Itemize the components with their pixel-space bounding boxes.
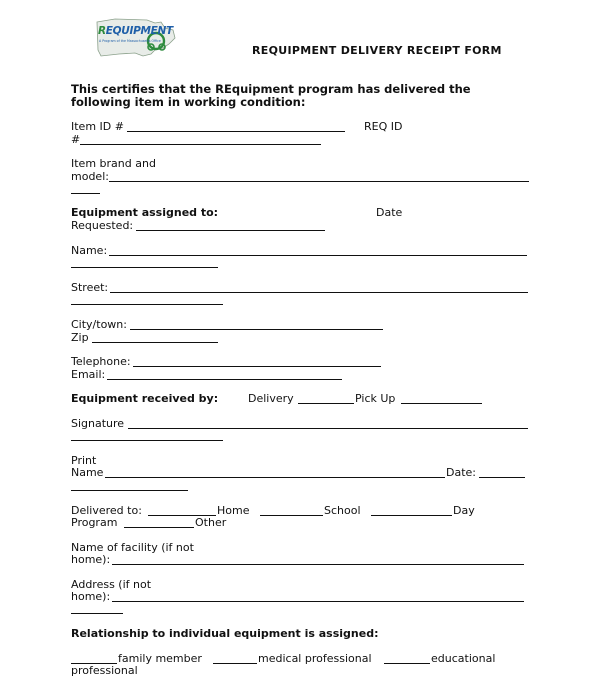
intro-line-2: following item in working condition:: [71, 95, 306, 109]
telephone-field[interactable]: [133, 366, 381, 367]
zip-field[interactable]: [92, 342, 218, 343]
school-check-field[interactable]: [260, 515, 323, 516]
print-name-label: Name: [71, 466, 104, 479]
facility-field[interactable]: [112, 564, 524, 565]
professional-label: professional: [71, 664, 138, 677]
other-label: Other: [195, 516, 227, 529]
logo-tagline: A Program of the Massachusetts Office: [99, 39, 161, 43]
form-title: REQUIPMENT DELIVERY RECEIPT FORM: [252, 44, 502, 57]
brand-model-field[interactable]: [109, 181, 529, 182]
program-label: Program: [71, 516, 118, 529]
signature-field[interactable]: [128, 428, 528, 429]
requipment-logo: [95, 16, 177, 64]
city-label: City/town:: [71, 318, 127, 331]
print-name-field[interactable]: [105, 477, 445, 478]
address-field[interactable]: [112, 601, 524, 602]
city-field[interactable]: [130, 329, 383, 330]
facility-label-1: Name of facility (if not: [71, 541, 194, 554]
zip-label: Zip: [71, 331, 89, 344]
req-id-label: REQ ID: [364, 120, 403, 133]
brand-label-1: Item brand and: [71, 157, 156, 170]
received-heading: Equipment received by:: [71, 392, 219, 405]
date-requested-field[interactable]: [136, 230, 325, 231]
email-field[interactable]: [107, 379, 342, 380]
facility-label-2: home):: [71, 553, 111, 566]
brand-label-2: model:: [71, 170, 109, 183]
family-member-label: family member: [118, 652, 202, 665]
name-label: Name:: [71, 244, 108, 257]
date-label: Date: [376, 206, 403, 219]
other-check-field[interactable]: [124, 527, 194, 528]
delivery-label: Delivery: [248, 392, 294, 405]
assigned-heading: Equipment assigned to:: [71, 206, 219, 219]
intro-line-1: This certifies that the REquipment program has delivered the: [71, 82, 471, 96]
delivery-field[interactable]: [298, 403, 354, 404]
req-id-field[interactable]: [80, 144, 321, 145]
day-program-check-field[interactable]: [371, 515, 452, 516]
day-label: Day: [453, 504, 475, 517]
educational-label: educational: [431, 652, 496, 665]
street-field[interactable]: [110, 292, 528, 293]
address-label-1: Address (if not: [71, 578, 152, 591]
print-label: Print: [71, 454, 97, 467]
req-id-hash: #: [71, 133, 81, 146]
medical-professional-check-field[interactable]: [213, 663, 257, 664]
item-id-label: Item ID #: [71, 120, 124, 133]
telephone-label: Telephone:: [71, 355, 131, 368]
item-id-field[interactable]: [127, 131, 345, 132]
address-label-2: home):: [71, 590, 111, 603]
street-field-cont[interactable]: [71, 304, 223, 305]
address-field-cont[interactable]: [71, 613, 123, 614]
pickup-field[interactable]: [401, 403, 482, 404]
requested-label: Requested:: [71, 219, 134, 232]
delivered-to-label: Delivered to:: [71, 504, 142, 517]
street-label: Street:: [71, 281, 109, 294]
signature-label: Signature: [71, 417, 125, 430]
email-label: Email:: [71, 368, 106, 381]
home-label: Home: [217, 504, 250, 517]
print-date-label: Date:: [446, 466, 476, 479]
medical-professional-label: medical professional: [258, 652, 372, 665]
name-field[interactable]: [109, 255, 527, 256]
signature-field-cont[interactable]: [71, 440, 223, 441]
pickup-label: Pick Up: [355, 392, 396, 405]
relationship-heading: Relationship to individual equipment is assigned:: [71, 627, 379, 640]
name-field-cont[interactable]: [71, 267, 218, 268]
brand-model-field-cont[interactable]: [71, 193, 100, 194]
print-date-field[interactable]: [479, 477, 525, 478]
educational-check-field[interactable]: [384, 663, 430, 664]
logo-wordmark: REQUIPMENT: [98, 25, 173, 37]
print-field-cont[interactable]: [71, 490, 188, 491]
school-label: School: [324, 504, 361, 517]
